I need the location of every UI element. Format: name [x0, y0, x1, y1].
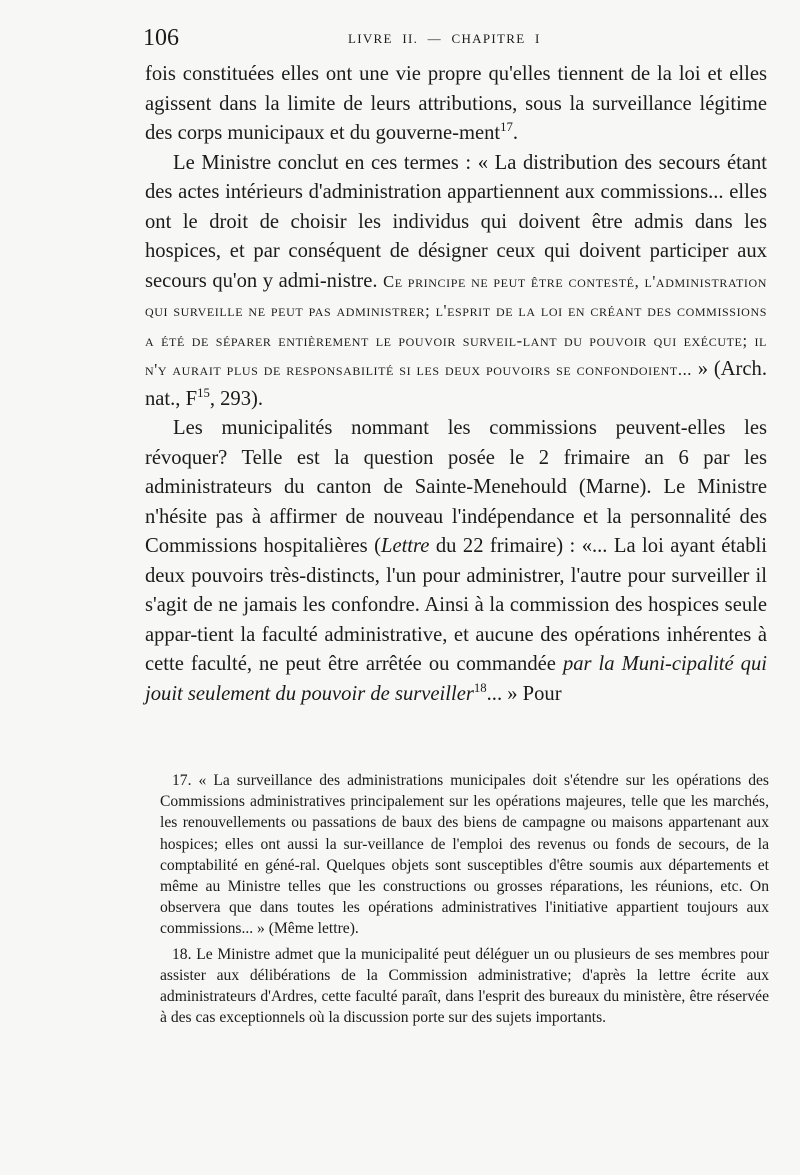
paragraph-1-text: fois constituées elles ont une vie propre qu'elles tiennent de la loi et elles agissent dans la limite de leurs attributions, sous la surveillance légitime des corps municipaux et du gouverne-ment: [145, 63, 767, 144]
running-head: LIVRE II. — CHAPITRE I: [348, 31, 541, 46]
paragraph-2-small-caps: Ce principe ne peut être contesté, l'administration qui surveille ne peut pas administrer; l'esprit de la loi en créant des commissions a été de séparer entièrement le pouvoir surveil-lant du pouvoir qui exécute; il n'y aurait plus de responsabilité si les deux pouvoirs se confondoient...: [145, 271, 767, 379]
paragraph-2: [145, 149, 767, 415]
paragraph-3: [145, 414, 767, 709]
footnotes: [160, 770, 769, 1032]
main-text: [145, 60, 767, 709]
footnote-ref-18: 18: [473, 680, 487, 695]
paragraph-3-tail: ... » Pour: [486, 682, 562, 705]
paragraph-3-lead: Les municipalités nommant les commissions peuvent-elles les révoquer? Telle est la question posée le 2 frimaire an 6 par les administrateurs du canton de Sainte-Menehould (Marne). Le Ministre n'hésite pas à affirmer de nouveau l'indépendance et la personnalité des Commissions hospitalières (: [145, 417, 767, 557]
paragraph-3-italic-lettre: Lettre: [380, 535, 430, 557]
paragraph-3-mid: du 22 frimaire) : «... La loi ayant établi deux pouvoirs très-distincts, l'un pour administrer, l'autre pour surveiller il s'agit de ne jamais les confondre. Ainsi à la commission des hospices seule appar-tient la faculté administrative, et aucune des opérations inhérentes à cette faculté, ne peut être arrêtée ou commandée: [145, 535, 768, 675]
page-number: 106: [143, 25, 179, 51]
paragraph-2-tail-a: » (Arch. nat., F: [145, 358, 767, 410]
paragraph-1-end: .: [512, 122, 519, 144]
footnote-ref-17: 17: [500, 120, 513, 135]
paragraph-3-italic-quote: par la Muni-cipalité qui jouit seulement du pouvoir de surveiller: [145, 653, 767, 705]
paragraph-2-tail-b: , 293).: [209, 387, 264, 410]
paragraph-1: [145, 60, 767, 149]
archive-series-sup: 15: [197, 385, 210, 400]
footnote-18: 18. Le Ministre admet que la municipalité peut déléguer un ou plusieurs de ses membres pour assister aux délibérations de la Commission administrative; d'après la lettre écrite aux administrateurs d'Ardres, cette faculté paraît, dans l'esprit des bureaux du ministère, être réservée à des cas exceptionnels où la discussion porte sur des sujets importants.: [160, 945, 769, 1027]
footnote-17: 17. « La surveillance des administrations municipales doit s'étendre sur les opérations des Commissions administratives principalement sur les opérations majeures, telle que les marchés, les renouvellements ou passations de baux des biens de campagne ou maisons appartenant aux hospices; elles ont aussi la sur-veillance de l'emploi des revenus ou fonds de secours, de la comptabilité en géné-ral. Quelques objets sont susceptibles d'être soumis aux départements et même au Ministre telles que les constructions ou grosses réparations, les réunions, etc. On observera que dans toutes les opérations administratives l'initiative appartient toujours aux commissions... » (Même lettre).: [160, 772, 769, 938]
page-header: [143, 24, 771, 54]
paragraph-2-lead: Le Ministre conclut en ces termes : « La distribution des secours étant des actes intérieurs d'administration appartiennent aux commissions... elles ont le droit de choisir les individus qui doivent être admis dans les hospices, et par conséquent de désigner ceux qui doivent participer aux secours qu'on y admi-nistre.: [145, 151, 767, 292]
